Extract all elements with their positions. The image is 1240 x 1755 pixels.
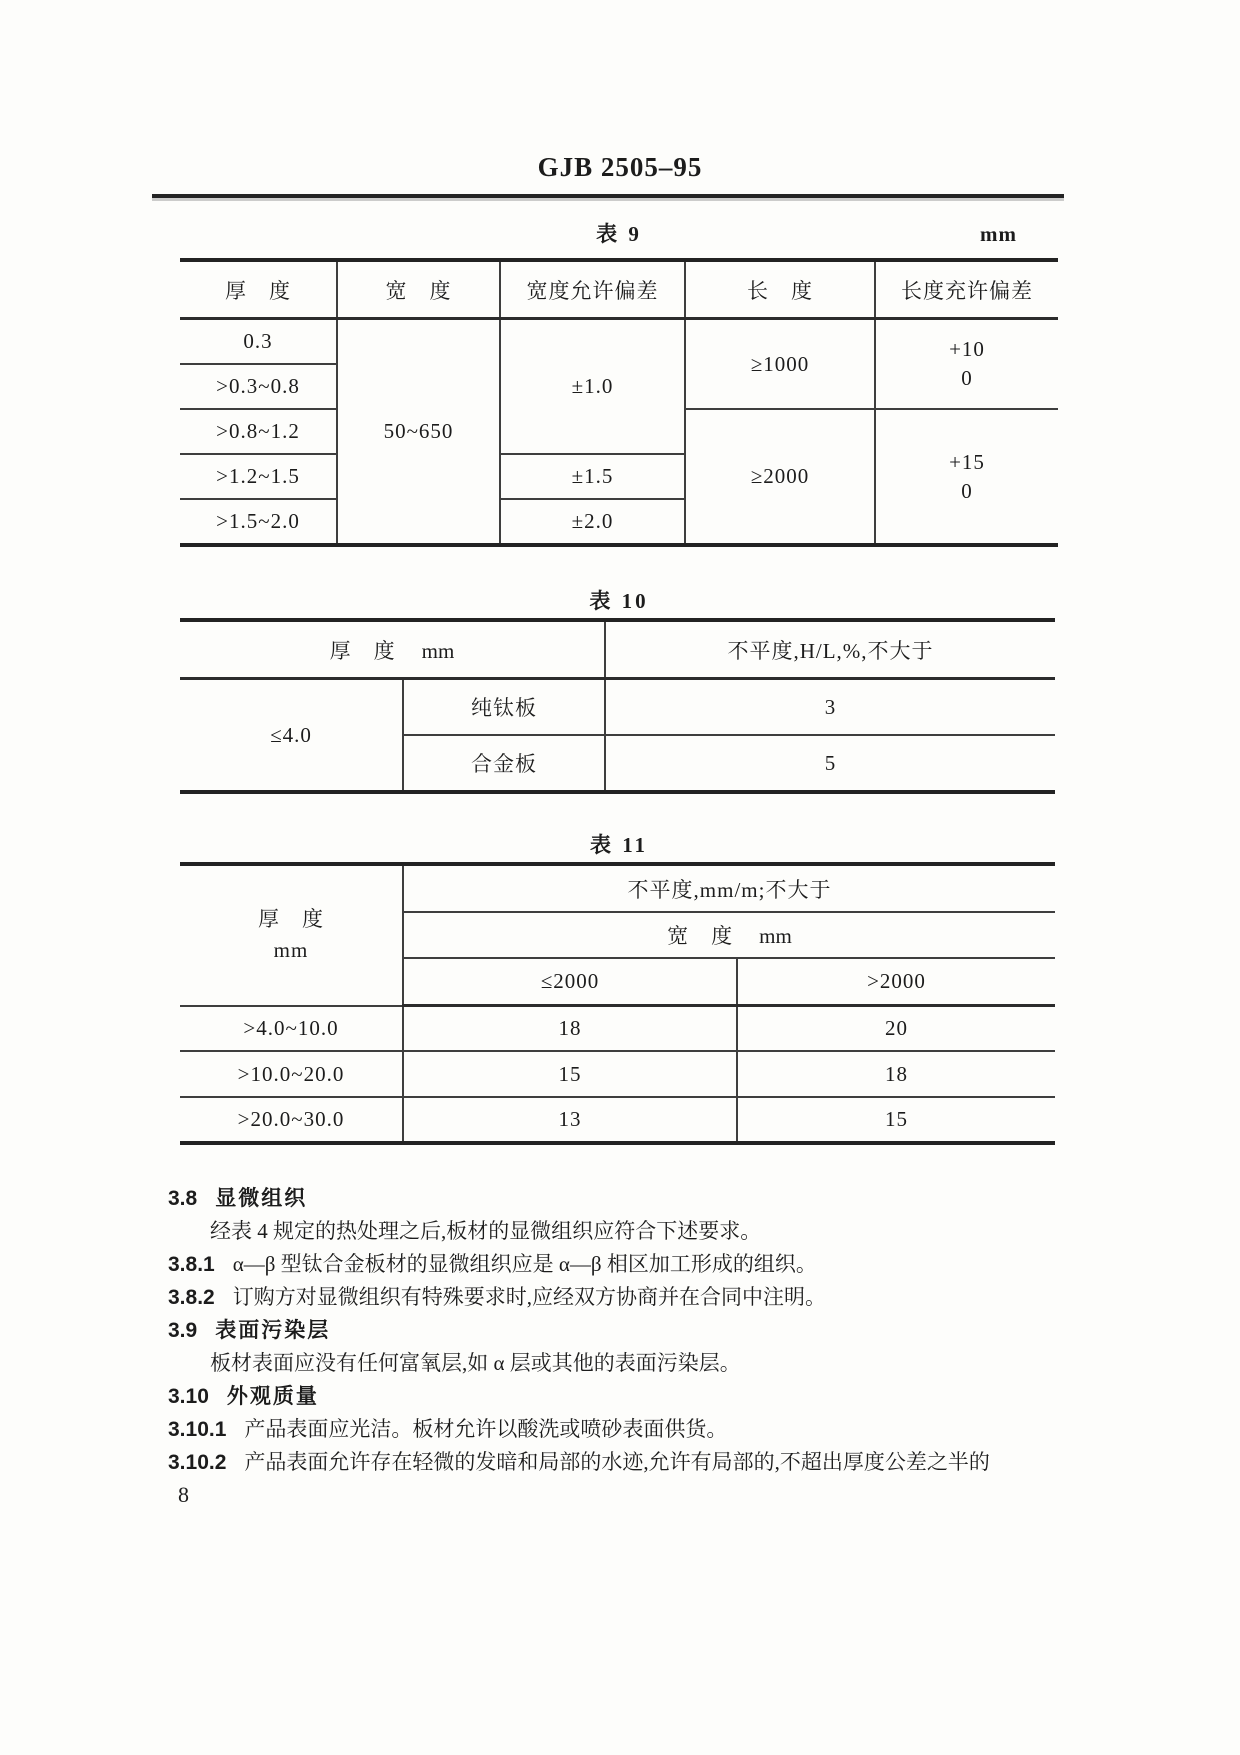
thickness-cell: >10.0~20.0 [180,1051,403,1097]
value-cell: 20 [737,1006,1055,1052]
table-10 [180,618,1055,794]
table10-header-flatness: 不平度,H/L,%,不大于 [605,620,1055,679]
table9-caption: 表 9 [596,222,642,246]
clause-text: α—β 型钛合金板材的显微组织应是 α—β 相区加工形成的组织。 [232,1252,817,1276]
table10-header-thickness [180,620,605,679]
section-heading [168,1380,1088,1413]
paragraph-text: 板材表面应没有任何富氧层,如 α 层或其他的表面污染层。 [210,1351,741,1375]
table-row [180,1006,1055,1052]
table9-header-length: 长 度 [685,260,875,319]
paragraph [168,1347,1088,1380]
clause-text: 产品表面应光洁。板材允许以酸洗或喷砂表面供货。 [244,1417,728,1441]
thickness-cell: >0.8~1.2 [180,409,337,454]
clause-number: 3.8 [168,1187,198,1210]
section-heading [168,1182,1088,1215]
clause-number: 3.8.2 [168,1286,215,1309]
material-cell: 合金板 [403,735,605,792]
value-cell: 18 [737,1051,1055,1097]
table9-unit-label: mm [980,222,1017,246]
value-cell: 15 [403,1051,737,1097]
thickness-cell: ≤4.0 [180,679,403,793]
clause [168,1446,1088,1479]
value-cell: 5 [605,735,1055,792]
section-heading [168,1314,1088,1347]
clause [168,1413,1088,1446]
material-cell: 纯钛板 [403,679,605,736]
thickness-label: 厚 度 [329,638,396,663]
tolerance-lower: 0 [961,478,973,503]
table-row [180,1097,1055,1143]
clause-number: 3.10.1 [168,1418,227,1441]
thickness-cell: >1.2~1.5 [180,454,337,499]
thickness-cell: >4.0~10.0 [180,1006,403,1052]
clause-number: 3.10.2 [168,1451,227,1474]
width-tolerance-cell: ±1.0 [500,319,685,455]
thickness-label: 厚 度 [258,907,324,932]
clause-title: 表面污染层 [215,1319,331,1342]
width-range-cell: 50~650 [337,319,500,546]
thickness-cell: 0.3 [180,319,337,365]
clause-number: 3.9 [168,1319,198,1342]
standard-code: GJB 2505–95 [537,152,703,182]
thickness-cell: >1.5~2.0 [180,499,337,545]
clause-number: 3.8.1 [168,1253,215,1276]
page-number: 8 [178,1482,189,1507]
length-cell: ≥1000 [685,319,875,410]
table11-caption: 表 11 [589,833,649,857]
table-9 [180,258,1058,547]
clause-title: 显微组织 [215,1187,308,1210]
table11-header-thickness [180,864,403,1006]
length-tolerance-cell [875,409,1058,545]
table11-header-width [403,912,1055,958]
table10-header-row [180,620,1055,679]
width-tolerance-cell: ±2.0 [500,499,685,545]
table-row [180,1051,1055,1097]
table9-header-thickness: 厚 度 [180,260,337,319]
table9-header-width-tolerance: 宽度允许偏差 [500,260,685,319]
table9-header-length-tolerance: 长度充许偏差 [875,260,1058,319]
width-unit: mm [759,924,792,948]
length-tolerance-cell [875,319,1058,410]
clause-text: 产品表面允许存在轻微的发暗和局部的水迹,允许有局部的,不超出厚度公差之半的 [244,1450,990,1474]
thickness-unit: mm [273,938,309,963]
width-col-cell: ≤2000 [403,958,737,1006]
clause-title: 外观质量 [226,1385,319,1408]
clause [168,1281,1088,1314]
thickness-cell: >20.0~30.0 [180,1097,403,1143]
table11-header-flatness: 不平度,mm/m;不大于 [403,864,1055,912]
paragraph-text: 经表 4 规定的热处理之后,板材的显微组织应符合下述要求。 [210,1219,762,1243]
table-row [180,679,1055,736]
width-tolerance-cell: ±1.5 [500,454,685,499]
table10-caption: 表 10 [589,589,649,613]
thickness-unit: mm [421,638,455,663]
table9-header-row [180,260,1058,319]
tolerance-upper: +15 [949,449,985,474]
width-label: 宽 度 [667,924,734,948]
table-row [180,319,1058,365]
clause-text: 订购方对显微组织有特殊要求时,应经双方协商并在合同中注明。 [232,1285,826,1309]
table11-header-row-1 [180,864,1055,912]
clause-number: 3.10 [168,1385,209,1408]
value-cell: 13 [403,1097,737,1143]
width-col-cell: >2000 [737,958,1055,1006]
thickness-cell: >0.3~0.8 [180,364,337,409]
clause [168,1248,1088,1281]
value-cell: 15 [737,1097,1055,1143]
tolerance-upper: +10 [949,337,985,361]
value-cell: 18 [403,1006,737,1052]
length-cell: ≥2000 [685,409,875,545]
table-11 [180,862,1055,1145]
header-rule [152,194,1064,198]
clauses-block [168,1182,1088,1479]
value-cell: 3 [605,679,1055,736]
tolerance-lower: 0 [961,366,973,390]
table9-header-width: 宽 度 [337,260,500,319]
paragraph [168,1215,1088,1248]
